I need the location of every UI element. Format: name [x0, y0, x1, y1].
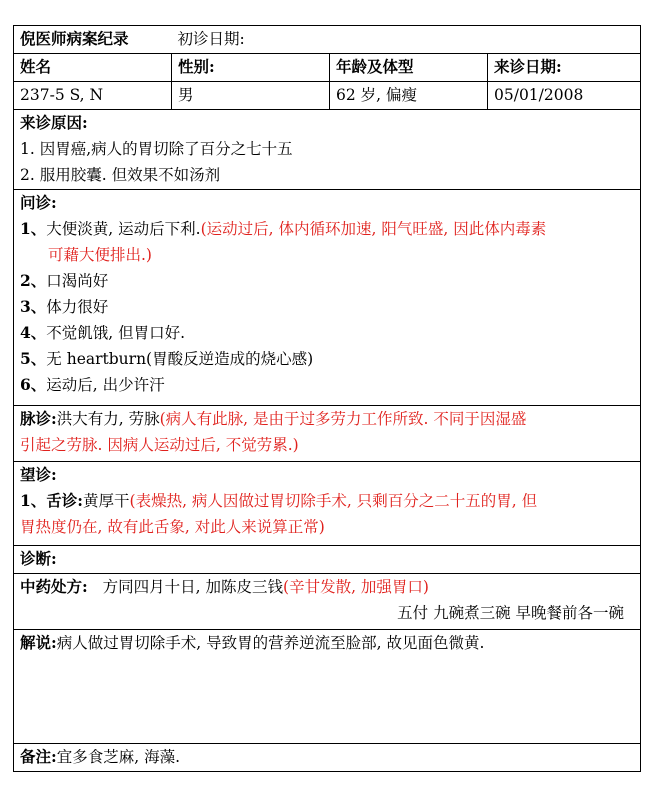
patient-gender: 男 — [172, 82, 330, 110]
gender-label: 性别: — [172, 54, 330, 82]
visit-date-label: 来诊日期: — [488, 54, 641, 82]
explanation-text: 病人做过胃切除手术, 导致胃的营养逆流至脸部, 故见面色微黄. — [56, 634, 485, 652]
prescription-label: 中药处方: — [20, 577, 88, 596]
patient-name: 237-5 S, N — [14, 82, 172, 110]
reason-item: 2. 服用胶囊. 但效果不如汤剂 — [20, 166, 221, 184]
observation-section — [14, 462, 641, 546]
tongue-text: 黄厚干 — [83, 492, 130, 510]
remarks-text: 宜多食芝麻, 海藻. — [56, 748, 181, 766]
remarks-label: 备注: — [20, 747, 57, 766]
inquiry-item: 5、无 heartburn(胃酸反逆造成的烧心感) — [20, 349, 314, 368]
name-label: 姓名 — [14, 54, 172, 82]
inquiry-label: 问诊: — [20, 193, 57, 212]
explanation-label: 解说: — [20, 633, 57, 652]
patient-values-row — [14, 82, 641, 110]
inquiry-item: 2、口渴尚好 — [20, 271, 109, 290]
prescription-section — [14, 574, 641, 630]
patient-age-build: 62 岁, 偏瘦 — [330, 82, 488, 110]
diagnosis-label: 诊断: — [14, 546, 641, 574]
pulse-label: 脉诊: — [20, 409, 57, 428]
explanation-section — [14, 630, 641, 744]
observation-label: 望诊: — [20, 465, 57, 484]
header-row — [14, 26, 641, 54]
tongue-note-continued: 胃热度仍在, 故有此舌象, 对此人来说算正常) — [20, 518, 325, 536]
prescription-dosage: 五付 九碗煮三碗 早晚餐前各一碗 — [397, 604, 624, 622]
tongue-note: (表燥热, 病人因做过胃切除手术, 只剩百分之二十五的胃, 但 — [129, 492, 538, 510]
medical-record-table — [13, 25, 641, 772]
reason-section — [14, 110, 641, 190]
remarks-section — [14, 744, 641, 772]
first-visit-date-label: 初诊日期: — [177, 30, 245, 48]
inquiry-item: 4、不觉飢饿, 但胃口好. — [20, 323, 186, 342]
prescription-text: 方同四月十日, 加陈皮三钱 — [102, 578, 284, 596]
patient-labels-row — [14, 54, 641, 82]
age-label: 年龄及体型 — [330, 54, 488, 82]
inquiry-item: 1、大便淡黄, 运动后下利.(运动过后, 体内循环加速, 阳气旺盛, 因此体内毒素 — [20, 219, 547, 238]
inquiry-note-continued: 可藉大便排出.) — [48, 246, 152, 264]
pulse-note: (病人有此脉, 是由于过多劳力工作所致. 不同于因湿盛 — [159, 410, 527, 428]
pulse-note-continued: 引起之劳脉. 因病人运动过后, 不觉劳累.) — [20, 436, 299, 454]
prescription-note: (辛甘发散, 加强胃口) — [283, 578, 429, 596]
record-title: 倪医师病案纪录 — [20, 29, 129, 48]
pulse-section — [14, 406, 641, 462]
reason-label: 来诊原因: — [20, 113, 88, 132]
inquiry-note: (运动过后, 体内循环加速, 阳气旺盛, 因此体内毒素 — [200, 220, 547, 238]
patient-visit-date: 05/01/2008 — [488, 82, 641, 110]
reason-item: 1. 因胃癌,病人的胃切除了百分之七十五 — [20, 140, 293, 158]
tongue-label: 1、舌诊: — [20, 491, 84, 510]
inquiry-item: 3、体力很好 — [20, 297, 109, 316]
inquiry-section — [14, 190, 641, 406]
inquiry-item: 6、运动后, 出少许汗 — [20, 375, 165, 394]
pulse-text: 洪大有力, 劳脉 — [56, 410, 160, 428]
